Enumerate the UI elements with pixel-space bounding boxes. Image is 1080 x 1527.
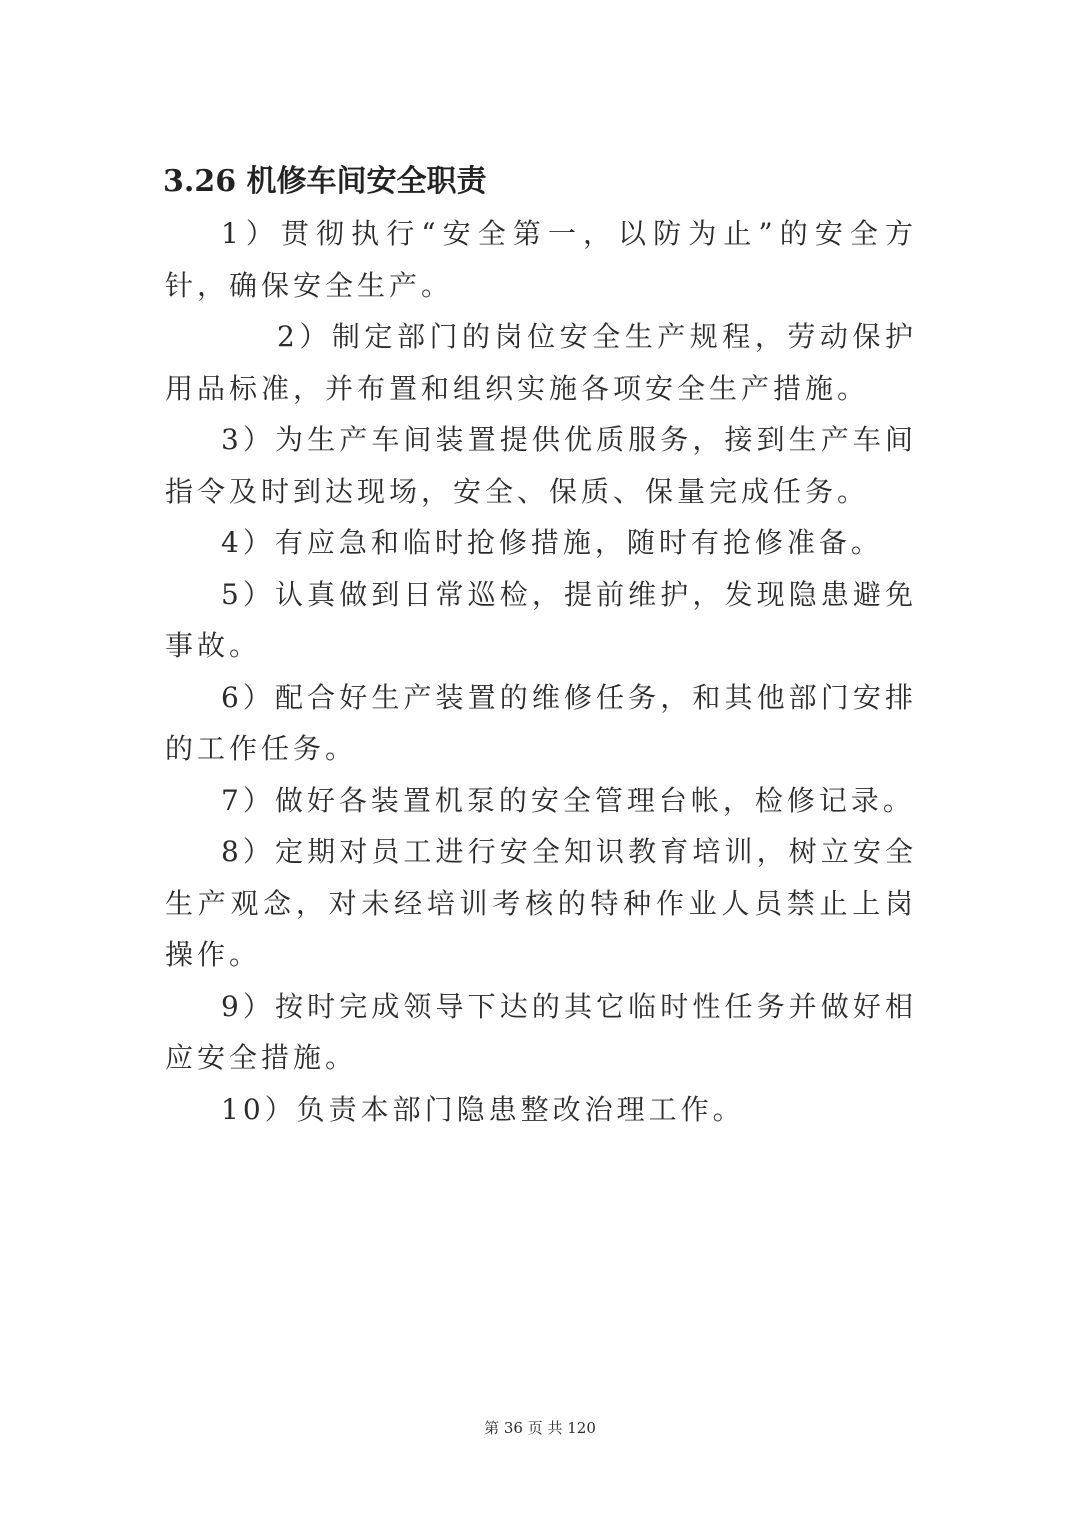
duty-item-9: 9）按时完成领导下达的其它临时性任务并做好相应安全措施。 (165, 989, 917, 1074)
section-title: 3.26 机修车间安全职责 (163, 164, 487, 199)
page-number-footer: 第 36 页 共 120 (484, 1419, 596, 1437)
duty-item-3: 3）为生产车间装置提供优质服务，接到生产车间指令及时到达现场，安全、保质、保量完成任务。 (165, 423, 917, 508)
duty-item-6: 6）配合好生产装置的维修任务，和其他部门安排的工作任务。 (165, 680, 917, 765)
duty-item-4: 4）有应急和临时抢修措施，随时有抢修准备。 (221, 526, 883, 559)
duty-item-1: 1）贯彻执行“安全第一，以防为止”的安全方针，确保安全生产。 (165, 217, 917, 302)
duty-item-7: 7）做好各装置机泵的安全管理台帐，检修记录。 (221, 783, 915, 817)
duty-item-2: 2）制定部门的岗位安全生产规程，劳动保护用品标准，并布置和组织实施各项安全生产措施。 (165, 320, 917, 405)
duty-list (165, 208, 917, 1135)
duty-item-5: 5）认真做到日常巡检，提前维护，发现隐患避免事故。 (165, 577, 917, 662)
duty-item-10: 10）负责本部门隐患整改治理工作。 (221, 1092, 745, 1126)
duty-item-8: 8）定期对员工进行安全知识教育培训，树立安全生产观念，对未经培训考核的特种作业人员禁止上岗操作。 (165, 835, 917, 971)
